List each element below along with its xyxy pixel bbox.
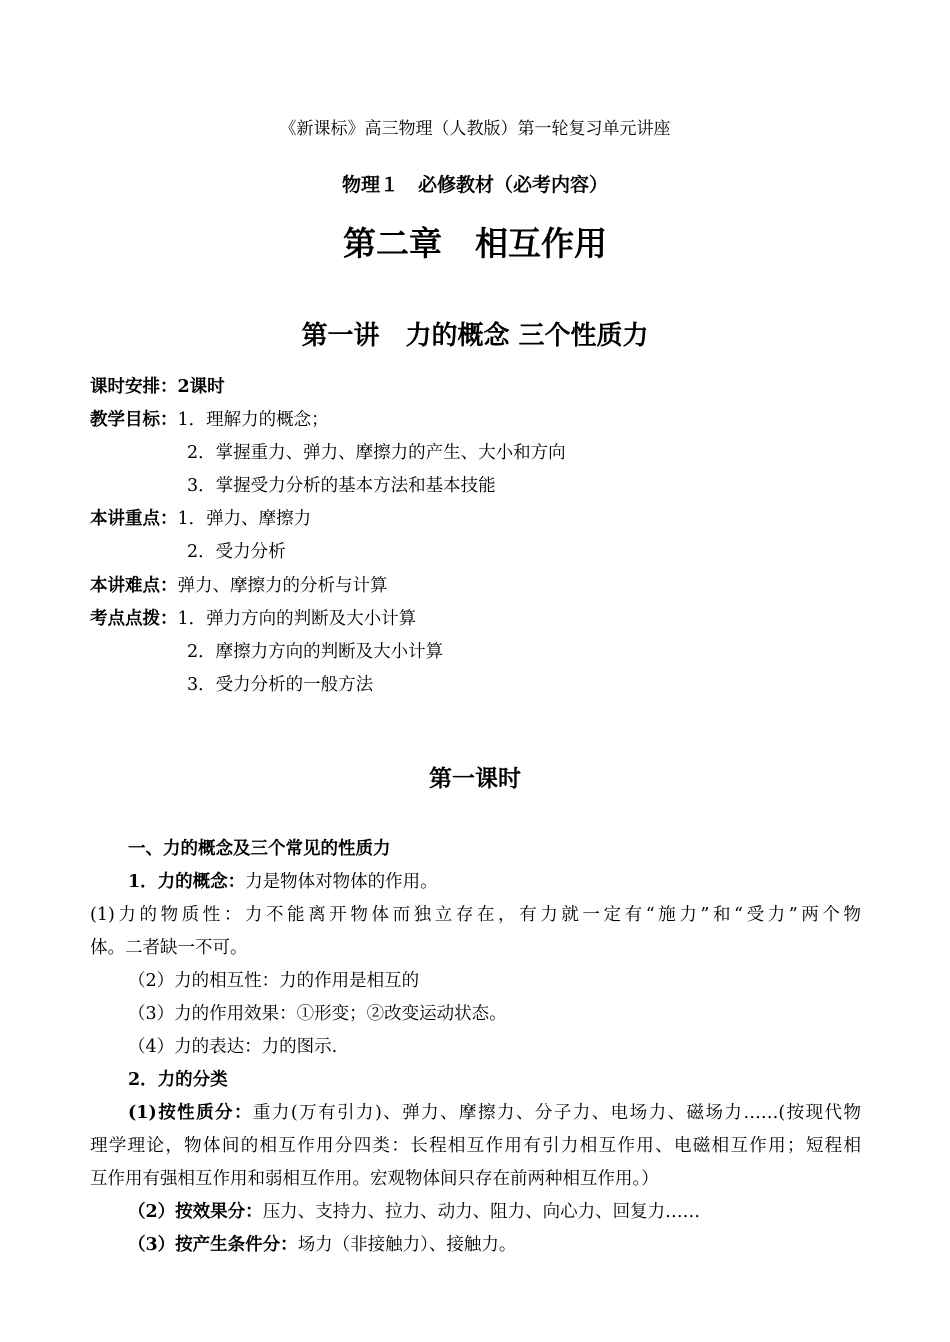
classify-heading: 2．力的分类 — [128, 1070, 228, 1090]
paragraph-line: 理学理论，物体间的相互作用分四类：长程相互作用有引力相互作用、电磁相互作用；短程相 — [90, 1136, 861, 1156]
key-label: 本讲重点： — [90, 509, 178, 529]
key-item: 1．弹力、摩擦力 — [177, 509, 312, 529]
concept-text: 力是物体对物体的作用。 — [245, 872, 438, 892]
concept-row — [128, 868, 438, 893]
paragraph-line: 互作用有强相互作用和弱相互作用。宏观物体间只存在前两种相互作用。） — [90, 1169, 659, 1189]
hours-value: 2课时 — [177, 377, 225, 397]
exam-item: 2．摩擦力方向的判断及大小计算 — [187, 642, 444, 662]
lecture-title: 第一讲 力的概念 三个性质力 — [301, 321, 649, 351]
classify-2-text: 压力、支持力、拉力、动力、阻力、向心力、回复力…… — [262, 1202, 701, 1222]
goals-label: 教学目标： — [90, 410, 178, 430]
goal-item: 2．掌握重力、弹力、摩擦力的产生、大小和方向 — [187, 443, 566, 463]
goal-item: 1．理解力的概念； — [177, 410, 329, 430]
paragraph-line: （3）力的作用效果：①形变；②改变运动状态。 — [128, 1004, 507, 1024]
exam-item: 1．弹力方向的判断及大小计算 — [177, 609, 417, 629]
exam-item: 3．受力分析的一般方法 — [187, 675, 374, 695]
classify-3-text: 场力（非接触力）、接触力。 — [297, 1235, 517, 1255]
difficult-label: 本讲难点： — [90, 576, 178, 596]
difficult-text: 弹力、摩擦力的分析与计算 — [177, 576, 388, 596]
goals-row — [90, 406, 329, 431]
hours-label: 课时安排： — [90, 377, 178, 397]
concept-label: 1．力的概念： — [128, 872, 246, 892]
paragraph-line: (1)力的物质性：力不能离开物体而独立存在，有力就一定有“施力”和“受力”两个物 — [90, 905, 861, 925]
classify-1-text: 重力(万有引力)、弹力、摩擦力、分子力、电场力、磁场力……(按现代物 — [252, 1103, 861, 1123]
key-item: 2．受力分析 — [187, 542, 286, 562]
goal-item: 3．掌握受力分析的基本方法和基本技能 — [187, 476, 496, 496]
key-row — [90, 505, 311, 530]
paragraph-line: （4）力的表达：力的图示. — [128, 1037, 338, 1057]
textbook-title: 物理１ 必修教材（必考内容） — [341, 174, 608, 196]
series-title: 《新课标》高三物理（人教版）第一轮复习单元讲座 — [279, 119, 671, 139]
classify-3-label: （3）按产生条件分： — [128, 1235, 298, 1255]
classify-1-label: (1)按性质分： — [128, 1103, 253, 1123]
exam-label: 考点点拨： — [90, 609, 178, 629]
classify-3-row — [128, 1231, 516, 1256]
section-heading: 一、力的概念及三个常见的性质力 — [128, 839, 391, 859]
classify-1-row — [128, 1099, 861, 1124]
classify-2-row — [128, 1198, 700, 1223]
paragraph-line: 体。二者缺一不可。 — [90, 938, 248, 958]
lesson-title: 第一课时 — [429, 766, 521, 792]
hours-row — [90, 373, 225, 398]
chapter-title: 第二章 相互作用 — [343, 224, 607, 263]
classify-2-label: （2）按效果分： — [128, 1202, 263, 1222]
difficult-row — [90, 572, 388, 597]
exam-row — [90, 605, 416, 630]
paragraph-line: （2）力的相互性：力的作用是相互的 — [128, 971, 420, 991]
